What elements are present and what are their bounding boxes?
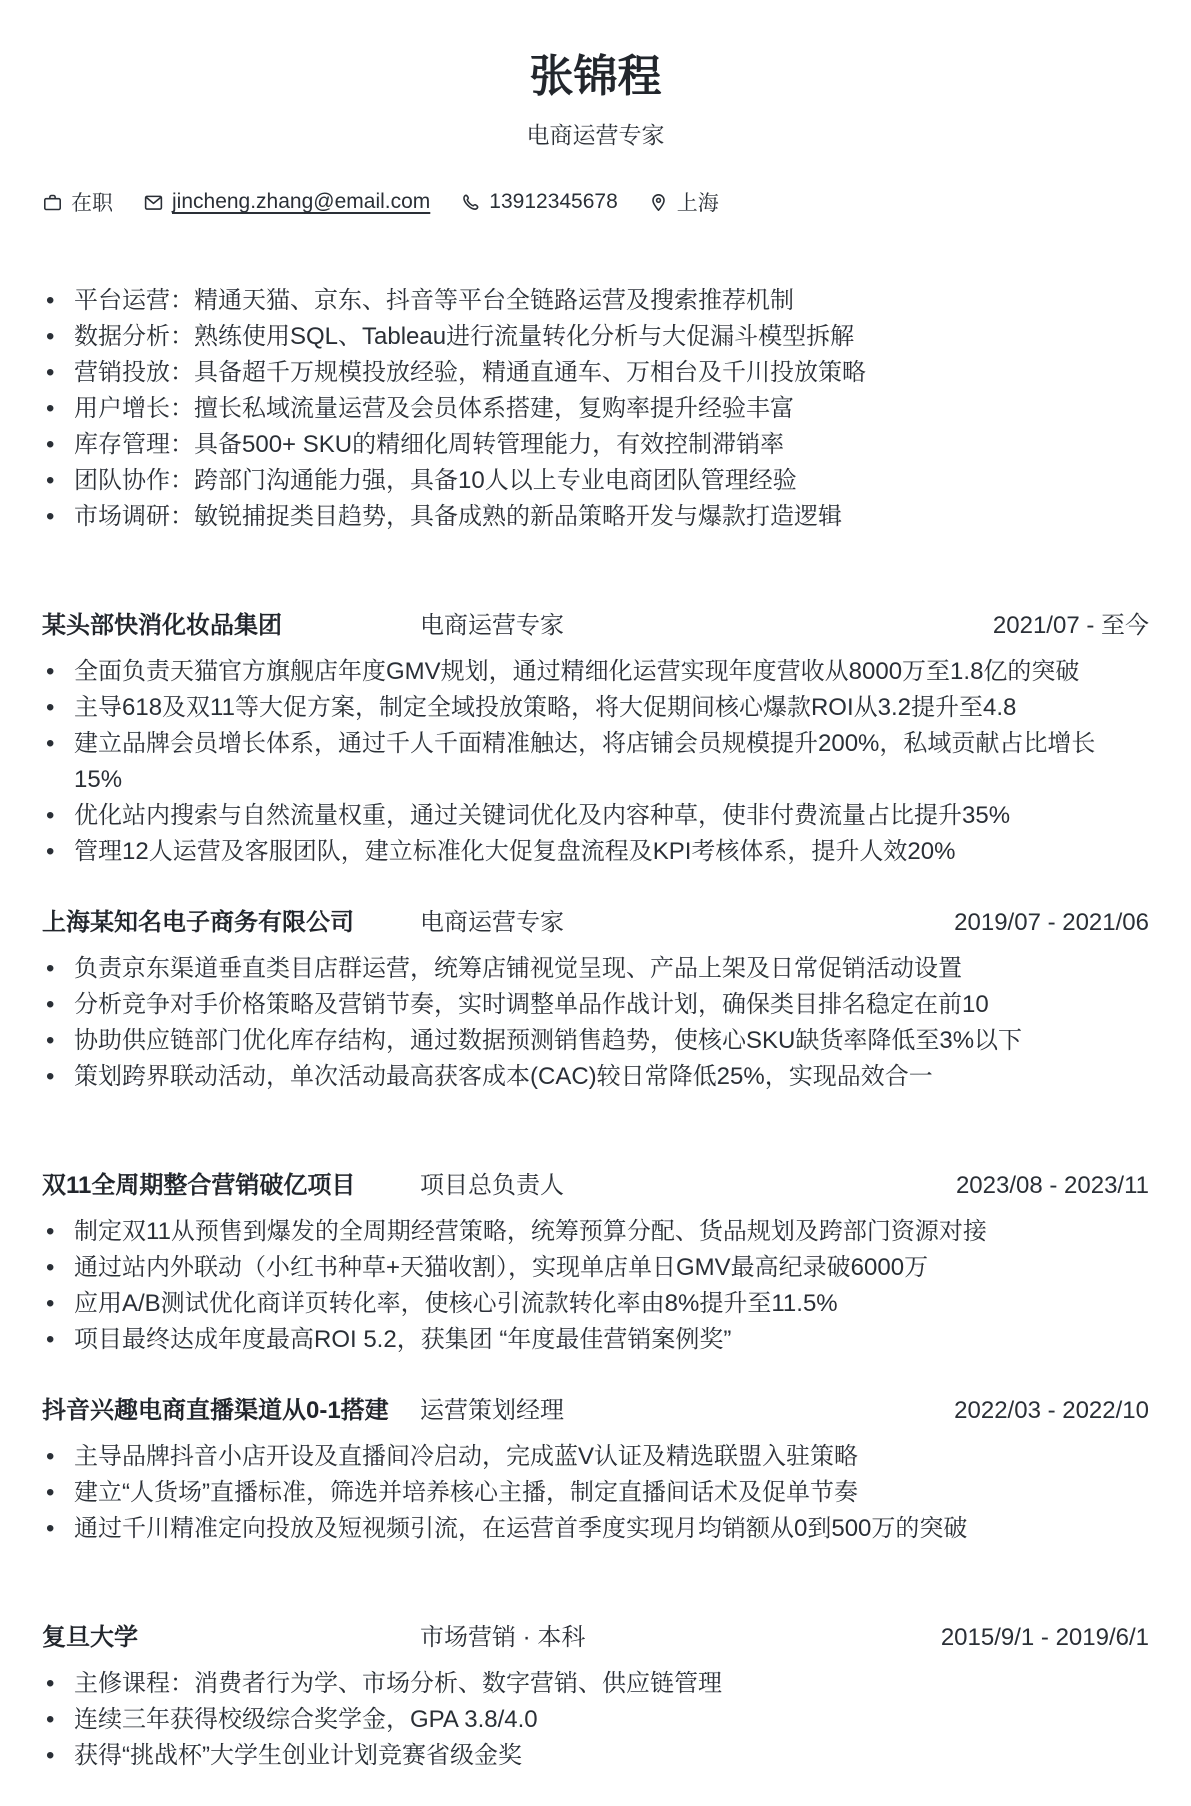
education-section — [42, 1617, 1149, 1774]
experience-bullets — [42, 654, 1149, 870]
bullet-item: • 策划跨界联动活动，单次活动最高获客成本(CAC)较日常降低25%，实现品效合一 — [42, 1059, 1149, 1095]
entry-header — [42, 1617, 1149, 1652]
bullet-item: • 管理12人运营及客服团队，建立标准化大促复盘流程及KPI考核体系，提升人效20% — [42, 834, 1149, 870]
experience-section — [42, 605, 1149, 1095]
date-range: 2021/07 - 至今 — [992, 612, 1149, 640]
bullet-item: • 通过站内外联动（小红书种草+天猫收割），实现单店单日GMV最高纪录破6000万 — [42, 1250, 1149, 1286]
bullet-item: • 全面负责天猫官方旗舰店年度GMV规划，通过精细化运营实现年度营收从8000万至1.8亿的突破 — [42, 654, 1149, 690]
contact-status-label: 在职 — [71, 192, 113, 216]
project-bullets — [42, 1439, 1149, 1547]
contact-phone — [460, 190, 617, 214]
degree-major: 市场营销 · 本科 — [420, 1624, 586, 1652]
skill-item: • 市场调研：敏锐捕捉类目趋势，具备成熟的新品策略开发与爆款打造逻辑 — [42, 499, 1149, 535]
bullet-item: • 优化站内搜索与自然流量权重，通过关键词优化及内容种草，使非付费流量占比提升35% — [42, 798, 1149, 834]
skill-item: • 用户增长：擅长私域流量运营及会员体系搭建，复购率提升经验丰富 — [42, 391, 1149, 427]
entry-header — [42, 902, 1149, 937]
bullet-item: • 主导品牌抖音小店开设及直播间冷启动，完成蓝V认证及精选联盟入驻策略 — [42, 1439, 1149, 1475]
phone-icon — [460, 192, 481, 213]
entry-header — [42, 1390, 1149, 1425]
skill-item: • 库存管理：具备500+ SKU的精细化周转管理能力，有效控制滞销率 — [42, 427, 1149, 463]
bullet-item: • 通过千川精准定向投放及短视频引流，在运营首季度实现月均销额从0到500万的突破 — [42, 1511, 1149, 1547]
date-range: 2015/9/1 - 2019/6/1 — [940, 1624, 1149, 1652]
entry-header — [42, 605, 1149, 640]
project-name: 抖音兴趣电商直播渠道从0-1搭建 — [42, 1397, 389, 1425]
skill-item: • 数据分析：熟练使用SQL、Tableau进行流量转化分析与大促漏斗模型拆解 — [42, 319, 1149, 355]
projects-section — [42, 1165, 1149, 1547]
company-name: 上海某知名电子商务有限公司 — [42, 909, 354, 937]
date-range: 2023/08 - 2023/11 — [955, 1172, 1149, 1200]
school-name: 复旦大学 — [42, 1624, 138, 1652]
bullet-item: • 建立“人货场”直播标准，筛选并培养核心主播，制定直播间话术及促单节奏 — [42, 1475, 1149, 1511]
email-link[interactable]: jincheng.zhang@email.com — [172, 190, 431, 214]
bullet-item: • 主修课程：消费者行为学、市场分析、数字营销、供应链管理 — [42, 1666, 1149, 1702]
candidate-name: 张锦程 — [529, 52, 662, 101]
project-name: 双11全周期整合营销破亿项目 — [42, 1172, 356, 1200]
bullet-item: • 分析竞争对手价格策略及营销节奏，实时调整单品作战计划，确保类目排名稳定在前10 — [42, 987, 1149, 1023]
contact-email — [143, 190, 430, 214]
company-name: 某头部快消化妆品集团 — [42, 612, 282, 640]
contact-status — [42, 187, 113, 217]
job-title: 电商运营专家 — [420, 612, 564, 640]
bullet-item: • 建立品牌会员增长体系，通过千人千面精准触达，将店铺会员规模提升200%，私域贡献占比增长15% — [42, 726, 1149, 798]
bullet-item: • 项目最终达成年度最高ROI 5.2，获集团 “年度最佳营销案例奖” — [42, 1322, 1149, 1358]
job-title: 电商运营专家 — [420, 909, 564, 937]
project-role: 运营策划经理 — [420, 1397, 564, 1425]
bullet-item: • 制定双11从预售到爆发的全周期经营策略，统筹预算分配、货品规划及跨部门资源对接 — [42, 1214, 1149, 1250]
project-role: 项目总负责人 — [420, 1172, 564, 1200]
skill-item: • 团队协作：跨部门沟通能力强，具备10人以上专业电商团队管理经验 — [42, 463, 1149, 499]
location-icon — [648, 192, 669, 213]
envelope-icon — [143, 192, 164, 213]
date-range: 2019/07 - 2021/06 — [954, 909, 1149, 937]
bullet-item: • 协助供应链部门优化库存结构，通过数据预测销售趋势，使核心SKU缺货率降低至3%以下 — [42, 1023, 1149, 1059]
project-bullets — [42, 1214, 1149, 1358]
experience-entry — [42, 605, 1149, 870]
bullet-item: • 负责京东渠道垂直类目店群运营，统筹店铺视觉呈现、产品上架及日常促销活动设置 — [42, 951, 1149, 987]
candidate-title: 电商运营专家 — [526, 122, 665, 149]
skill-item: • 平台运营：精通天猫、京东、抖音等平台全链路运营及搜索推荐机制 — [42, 283, 1149, 319]
education-entry — [42, 1617, 1149, 1774]
bullet-item: • 获得“挑战杯”大学生创业计划竞赛省级金奖 — [42, 1738, 1149, 1774]
bullet-item: • 应用A/B测试优化商详页转化率，使核心引流款转化率由8%提升至11.5% — [42, 1286, 1149, 1322]
entry-header — [42, 1165, 1149, 1200]
experience-bullets — [42, 951, 1149, 1095]
contact-location — [648, 187, 719, 217]
education-bullets — [42, 1666, 1149, 1774]
project-entry — [42, 1165, 1149, 1358]
contact-row — [42, 187, 1149, 217]
project-entry — [42, 1390, 1149, 1547]
bullet-item: • 连续三年获得校级综合奖学金，GPA 3.8/4.0 — [42, 1702, 1149, 1738]
skill-item: • 营销投放：具备超千万规模投放经验，精通直通车、万相台及千川投放策略 — [42, 355, 1149, 391]
skills-list — [42, 283, 1149, 535]
briefcase-icon — [42, 192, 63, 213]
date-range: 2022/03 - 2022/10 — [954, 1397, 1149, 1425]
experience-entry — [42, 902, 1149, 1095]
phone-number: 13912345678 — [489, 190, 618, 214]
bullet-item: • 主导618及双11等大促方案，制定全域投放策略，将大促期间核心爆款ROI从3.2提升至4.8 — [42, 690, 1149, 726]
location-label: 上海 — [676, 192, 719, 216]
